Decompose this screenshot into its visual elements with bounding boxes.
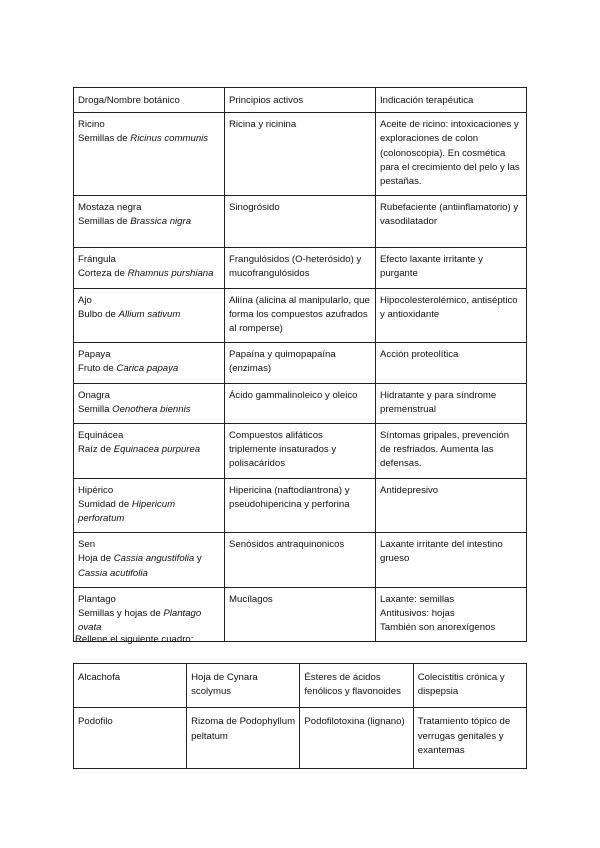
drug-cell	[74, 248, 225, 288]
drug-source	[78, 215, 220, 229]
fill-cell: Alcachofa	[74, 664, 187, 708]
drug-cell	[74, 288, 225, 343]
indication-line: Antitusivos: hojas	[380, 608, 455, 620]
actives-cell: Papaína y quimopapaína (enzimas)	[225, 343, 376, 383]
drug-source	[78, 362, 220, 376]
table-row	[74, 288, 527, 343]
actives-cell: Hipericina (naftodiantrona) y pseudohipericina y perforina	[225, 478, 376, 533]
species-name: Carica papaya	[116, 363, 179, 375]
actives-cell: Mucílagos	[225, 587, 376, 642]
source-prefix: Semilla	[78, 403, 113, 415]
drug-name: Mostaza negra	[78, 202, 142, 214]
indication-line: Laxante: semillas	[380, 593, 455, 605]
species-name: Oenothera biennis	[112, 403, 191, 415]
drug-source	[78, 132, 220, 146]
actives-cell: Ricina y ricinina	[225, 113, 376, 196]
table-row	[74, 424, 527, 479]
drug-cell	[74, 533, 225, 588]
indication-cell: Hidratante y para síndrome premenstrual	[376, 383, 527, 423]
drug-cell	[74, 196, 225, 248]
actives-cell: Sinogrósido	[225, 196, 376, 248]
source-prefix: Sumidad de	[78, 498, 132, 510]
table-row	[74, 343, 527, 383]
actives-cell: Compuestos alifáticos triplemente insaturados y polisacáridos	[225, 424, 376, 479]
source-prefix: Semillas de	[78, 216, 131, 228]
fill-cell: Hoja de Cynara scolymus	[187, 664, 300, 708]
species-name: Equinacea purpurea	[113, 444, 201, 456]
drug-cell	[74, 343, 225, 383]
table-row	[74, 113, 527, 196]
fill-cell: Colecistitis crónica y dispepsia	[413, 664, 526, 708]
source-prefix: Raíz de	[78, 444, 114, 456]
source-prefix: Bulbo de	[78, 308, 119, 320]
drug-source	[78, 498, 220, 512]
source-prefix: Hoja de	[78, 553, 114, 565]
fill-cell: Podofilotoxina (lignano)	[300, 708, 413, 769]
drug-name: Papaya	[78, 349, 111, 361]
species-name: Hipericum	[131, 498, 176, 510]
indication-cell: Efecto laxante irritante y purgante	[376, 248, 527, 288]
actives-cell: Aliína (alicina al manipularlo, que forma los compuestos azufrados al romperse)	[225, 288, 376, 343]
drug-source: Hoja de Cassia angustifolia y	[78, 553, 202, 565]
indication-cell: Antidepresivo	[376, 478, 527, 533]
actives-cell: Senósidos antraquinonicos	[225, 533, 376, 588]
fill-cell: Ésteres de ácidos fenólicos y flavonoides	[300, 664, 413, 708]
indication-cell: Laxante irritante del intestino grueso	[376, 533, 527, 588]
drug-cell	[74, 383, 225, 423]
species-name: Plantago	[163, 608, 202, 620]
header-drug: Droga/Nombre botánico	[74, 88, 225, 113]
actives-cell: Frangulósidos (O-heterósido) y mucofrangulósidos	[225, 248, 376, 288]
indication-line: También son anorexígenos	[380, 622, 496, 634]
fill-cell: Tratamiento tópico de verrugas genitales y exantemas	[413, 708, 526, 769]
drug-name: Equinácea	[78, 430, 124, 442]
species-name-cont: ovata	[78, 622, 102, 634]
drug-source	[78, 267, 220, 281]
species-name-cont: Cassia acutifolia	[78, 567, 148, 579]
fill-cell: Podofilo	[74, 708, 187, 769]
drug-source	[78, 607, 220, 621]
source-prefix: Semillas y hojas de	[78, 608, 164, 620]
species-name-cont: perforatum	[78, 513, 125, 525]
table-row	[74, 533, 527, 588]
source-prefix: Corteza de	[78, 268, 128, 280]
header-actives: Principios activos	[225, 88, 376, 113]
species-name: Rhamnus purshiana	[127, 268, 214, 280]
species-name: Brassica nigra	[130, 216, 192, 228]
table-row	[74, 708, 527, 769]
source-prefix: Fruto de	[78, 363, 117, 375]
fill-table	[73, 663, 527, 769]
table-row	[74, 478, 527, 533]
indication-cell: Aceite de ricino: intoxicaciones y exploraciones de colon (colonoscopia). En cosmética para el crecimiento del pelo y las pestañas.	[376, 113, 527, 196]
actives-cell: Ácido gammalinoleico y oleico	[225, 383, 376, 423]
drug-name: Ajo	[78, 294, 92, 306]
species-name: Ricinus communis	[130, 133, 209, 145]
table-header-row	[74, 88, 527, 113]
drug-cell	[74, 113, 225, 196]
drug-source	[78, 443, 220, 457]
species-name: Cassia angustifolia	[113, 553, 195, 565]
instruction-text: Rellene el siguiente cuadro:	[75, 634, 194, 645]
indication-cell: Rubefaciente (antiinflamatorio) y vasodilatador	[376, 196, 527, 248]
drug-name: Sen	[78, 539, 96, 551]
drug-cell	[74, 478, 225, 533]
drug-name: Onagra	[78, 389, 110, 401]
header-indication: Indicación terapéutica	[376, 88, 527, 113]
drug-name: Plantago	[78, 593, 116, 605]
species-name: Allium sativum	[118, 308, 181, 320]
indication-cell: Acción proteolítica	[376, 343, 527, 383]
drug-name: Frángula	[78, 254, 116, 266]
drug-table	[73, 87, 527, 642]
table-row	[74, 664, 527, 708]
table-row	[74, 248, 527, 288]
drug-source	[78, 403, 220, 417]
table-row	[74, 383, 527, 423]
drug-name: Ricino	[78, 119, 105, 131]
source-prefix: Semillas de	[78, 133, 131, 145]
indication-cell	[376, 587, 527, 642]
fill-cell: Rizoma de Podophyllum peltatum	[187, 708, 300, 769]
drug-name: Hipérico	[78, 484, 114, 496]
table-row	[74, 196, 527, 248]
drug-cell	[74, 424, 225, 479]
indication-cell: Síntomas gripales, prevención de resfriados. Aumenta las defensas.	[376, 424, 527, 479]
drug-source	[78, 308, 220, 322]
indication-cell: Hipocolesterolémico, antiséptico y antioxidante	[376, 288, 527, 343]
